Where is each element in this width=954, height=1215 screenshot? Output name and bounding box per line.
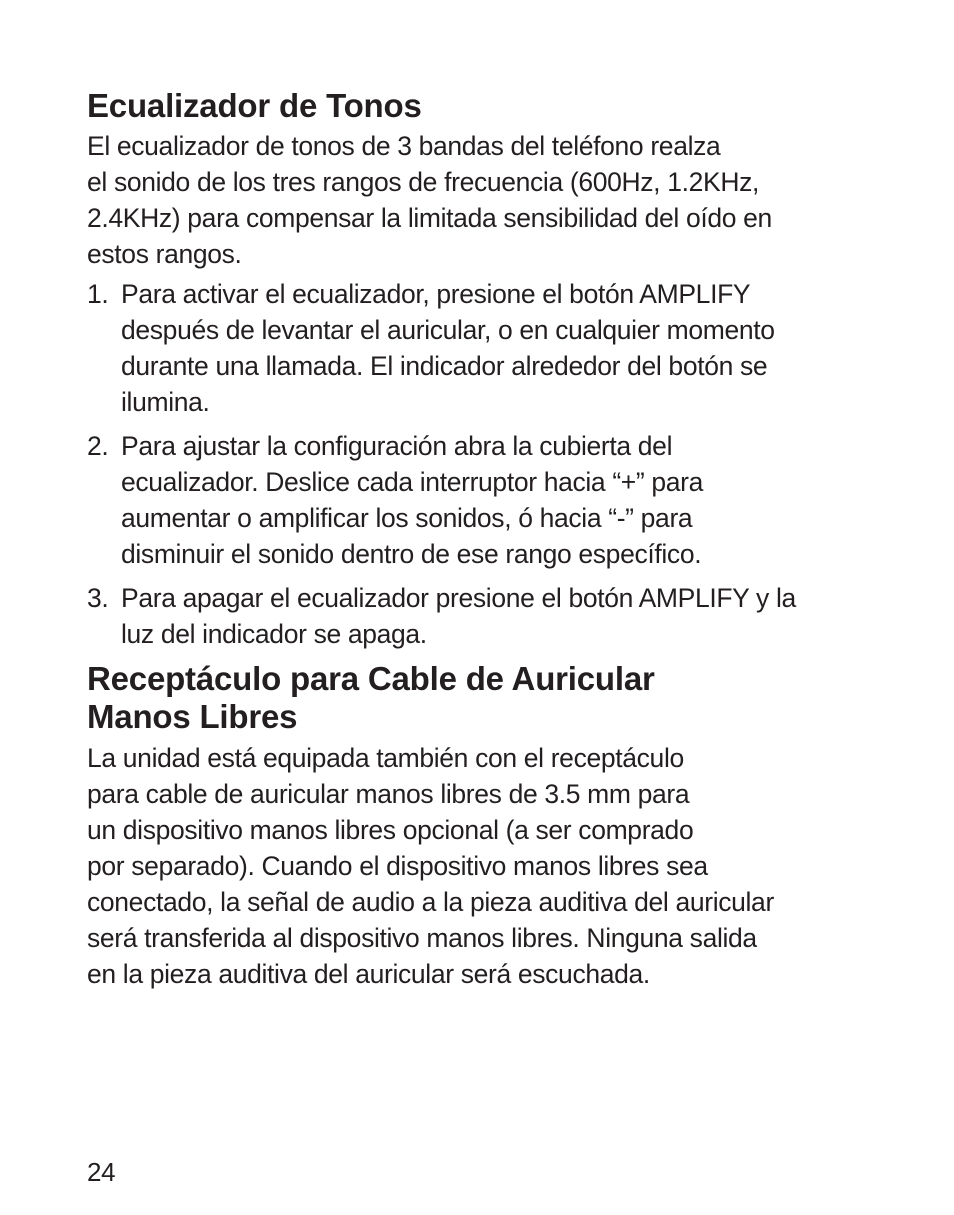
- text-line: en la pieza auditiva del auricular será escuchada.: [87, 959, 650, 989]
- step-number: 1.: [87, 279, 109, 309]
- list-item: [87, 276, 877, 420]
- text-line: un dispositivo manos libres opcional (a ser comprado: [87, 815, 694, 845]
- text-line: ecualizador. Deslice cada interruptor hacia “+” para: [121, 467, 704, 497]
- section-body: [87, 740, 877, 992]
- section-tone-equalizer: [87, 86, 877, 652]
- text-line: aumentar o amplificar los sonidos, ó hacia “-” para: [121, 503, 693, 533]
- step-number: 2.: [87, 431, 109, 461]
- heading-line: Receptáculo para Cable de Auricular: [87, 660, 655, 697]
- text-line: será transferida al dispositivo manos libres. Ninguna salida: [87, 923, 757, 953]
- text-line: Para activar el ecualizador, presione el botón AMPLIFY: [121, 279, 751, 309]
- step-number: 3.: [87, 583, 109, 613]
- text-line: Para apagar el ecualizador presione el botón AMPLIFY y la: [121, 583, 796, 613]
- text-line: luz del indicador se apaga.: [121, 619, 427, 649]
- section-heading: [87, 660, 877, 736]
- text-line: conectado, la señal de audio a la pieza auditiva del auricular: [87, 887, 774, 917]
- text-line: La unidad está equipada también con el receptáculo: [87, 743, 684, 773]
- text-line: ilumina.: [121, 387, 210, 417]
- text-line: para cable de auricular manos libres de 3.5 mm para: [87, 779, 690, 809]
- text-line: por separado). Cuando el dispositivo manos libres sea: [87, 851, 708, 881]
- text-line: disminuir el sonido dentro de ese rango específico.: [121, 539, 702, 569]
- section-headset-jack: [87, 660, 877, 992]
- text-line: durante una llamada. El indicador alrededor del botón se: [121, 351, 768, 381]
- page-content: [87, 80, 877, 992]
- text-line: después de levantar el auricular, o en cualquier momento: [121, 315, 775, 345]
- list-item: [87, 428, 877, 572]
- section-intro: [87, 128, 877, 272]
- page-number: 24: [87, 1157, 116, 1187]
- section-heading: Ecualizador de Tonos: [87, 87, 422, 124]
- list-item: [87, 580, 877, 652]
- text-line: Para ajustar la configuración abra la cubierta del: [121, 431, 673, 461]
- text-line: 2.4KHz) para compensar la limitada sensibilidad del oído en: [87, 203, 772, 233]
- text-line: estos rangos.: [87, 239, 242, 269]
- text-line: el sonido de los tres rangos de frecuencia (600Hz, 1.2KHz,: [87, 167, 760, 197]
- text-line: El ecualizador de tonos de 3 bandas del teléfono realza: [87, 131, 721, 161]
- heading-line: Manos Libres: [87, 698, 298, 735]
- steps-list: [87, 276, 877, 652]
